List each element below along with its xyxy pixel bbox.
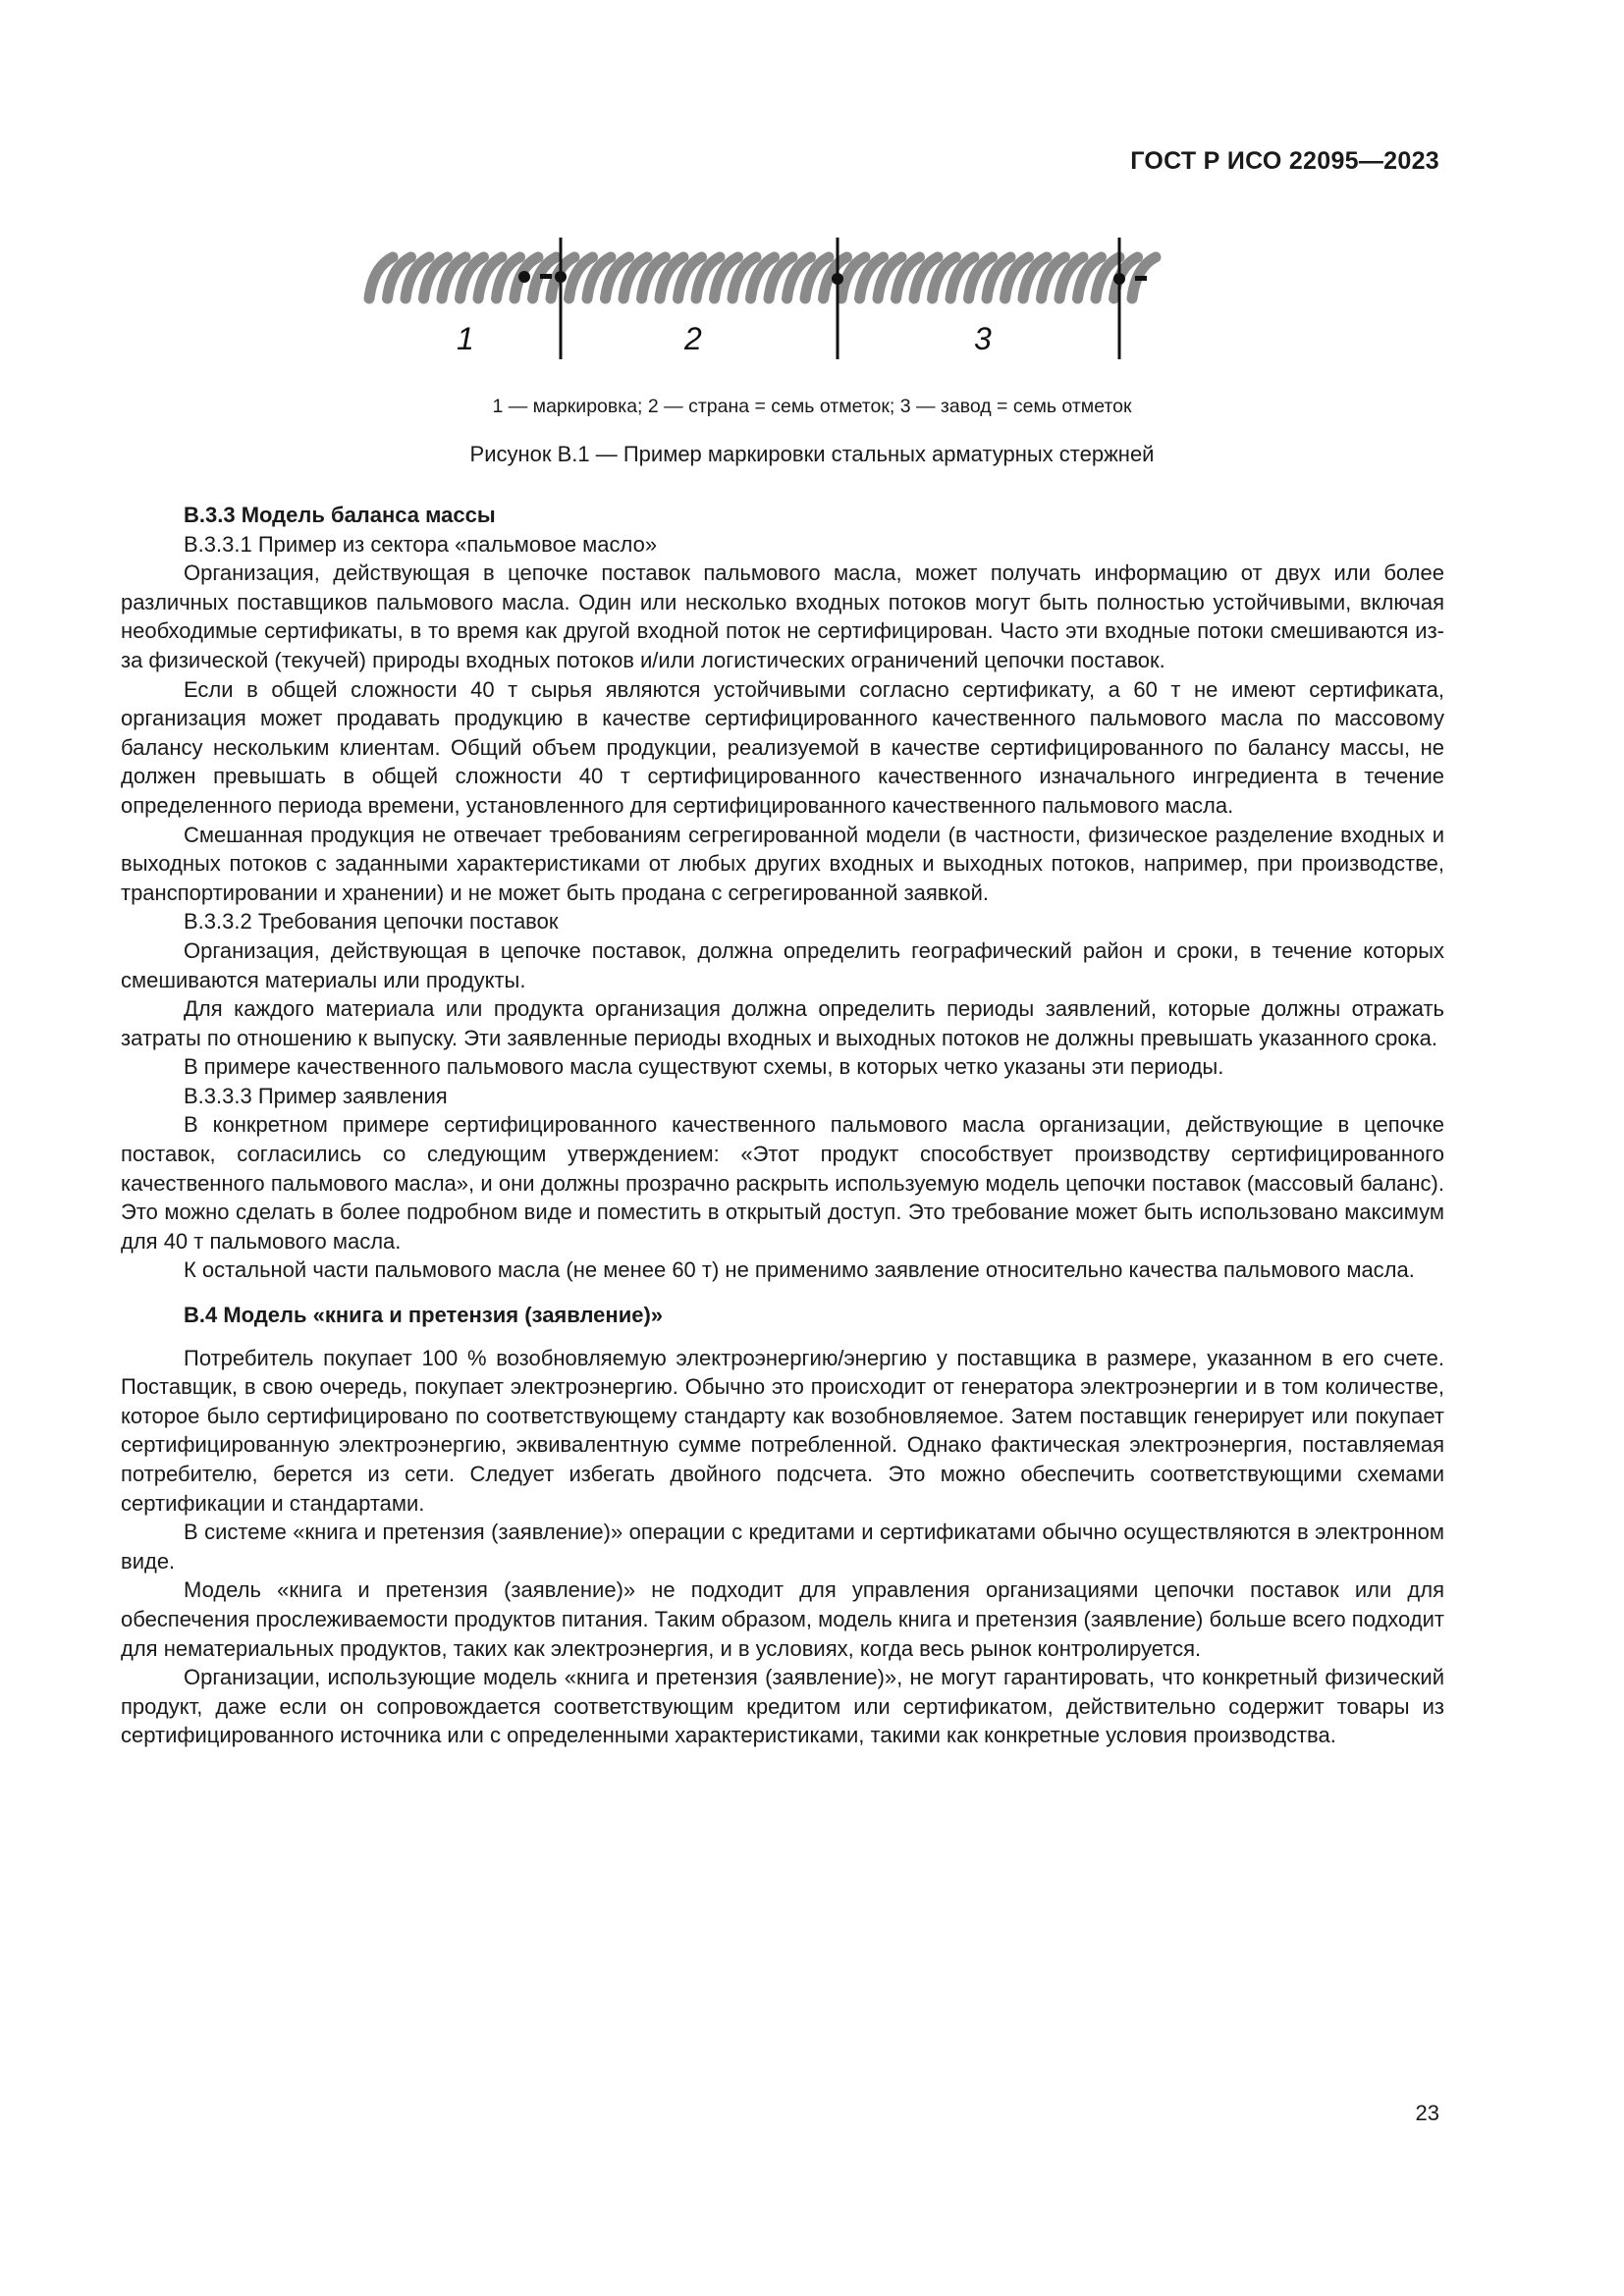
marking-dot — [555, 271, 567, 283]
section-heading-b33: В.3.3 Модель баланса массы — [184, 503, 496, 527]
rebar-ribs — [369, 257, 1156, 298]
figure-label-2: 2 — [684, 321, 702, 356]
figure-label-3: 3 — [974, 321, 992, 356]
paragraph: Потребитель покупает 100 % возобновляемую электроэнергию/энергию у поставщика в размере, указанном в его счете. Поставщик, в свою очередь, покупает электроэнергию. Обычно это происходит от генератора электроэнергии и в том количестве, которое было сертифицировано по соответствующему стандарту как возобновляемое. Затем поставщик генерирует или покупает сертифицированную электроэнергию, эквивалентную сумме потребленной. Однако фактическая электроэнергия, поставляемая потребителю, берется из сети. Следует избегать двойного подсчета. Это можно обеспечить соответствующими схемами сертификации и стандартами. — [121, 1345, 1444, 1516]
document-body — [121, 501, 1444, 1750]
paragraph: Организация, действующая в цепочке поставок пальмового масла, может получать информацию от двух или более различных поставщиков пальмового масла. Один или несколько входных потоков могут быть полностью устойчивыми, включая необходимые сертификаты, в то время как другой входной поток не сертифицирован. Часто эти входные потоки смешиваются из-за физической (текучей) природы входных потоков и/или логистических ограничений цепочки поставок. — [121, 561, 1444, 672]
paragraph: Организация, действующая в цепочке поставок, должна определить географический район и сроки, в течение которых смешиваются материалы или продукты. — [121, 937, 1444, 992]
paragraph: К остальной части пальмового масла (не менее 60 т) не применимо заявление относительно качества пальмового масла. — [184, 1257, 1415, 1283]
paragraph: Модель «книга и претензия (заявление)» не подходит для управления организациями цепочки поставок или для обеспечения прослеживаемости продуктов питания. Таким образом, модель книга и претензия (заявление) больше всего подходит для нематериальных продуктов, таких как электроэнергия, и в условиях, когда весь рынок контролируется. — [121, 1577, 1444, 1661]
marking-dash — [1135, 276, 1147, 281]
paragraph: Для каждого материала или продукта организация должна определить периоды заявлений, которые должны отражать затраты по отношению к выпуску. Эти заявленные периоды входных и выходных потоков не должны превышать указанного срока. — [121, 996, 1444, 1050]
figure-label-1: 1 — [457, 321, 474, 356]
paragraph: Если в общей сложности 40 т сырья являются устойчивыми согласно сертификату, а 60 т не имеют сертификата, организация может продавать продукцию в качестве сертифицированного качественного пальмового масла по массовому балансу нескольким клиентам. Общий объем продукции, реализуемой в качестве сертифицированного по балансу массы, не должен превышать в общей сложности 40 т сертифицированного качественного изначального ингредиента в течение определенного периода времени, установленного для сертифицированного качественного пальмового масла. — [121, 676, 1444, 818]
figure-legend: 1 — маркировка; 2 — страна = семь отметок; 3 — завод = семь отметок — [492, 396, 1132, 417]
figure-caption: Рисунок В.1 — Пример маркировки стальных арматурных стержней — [469, 442, 1155, 466]
paragraph: В примере качественного пальмового масла существуют схемы, в которых четко указаны эти периоды. — [184, 1054, 1224, 1080]
paragraph: Организации, использующие модель «книга и претензия (заявление)», не могут гарантировать, что конкретный физический продукт, даже если он сопровождается соответствующим кредитом или сертификатом, действительно содержит товары из сертифицированного источника или с определенными характеристиками, такими как конкретные условия производства. — [121, 1665, 1444, 1748]
subsection-heading-b332: В.3.3.2 Требования цепочки поставок — [184, 909, 559, 934]
subsection-heading-b331: В.3.3.1 Пример из сектора «пальмовое масло» — [184, 531, 658, 557]
page-number: 23 — [1415, 2101, 1439, 2125]
paragraph: В конкретном примере сертифицированного качественного пальмового масла организации, действующие в цепочке поставок, согласились со следующим утверждением: «Этот продукт способствует производству сертифицированного качественного пальмового масла», и они должны прозрачно раскрыть используемую модель цепочки поставок (массовый баланс). Это можно сделать в более подробном виде и поместить в открытый доступ. Это требование может быть использовано максимум для 40 т пальмового масла. — [121, 1112, 1444, 1254]
rebar-marking-figure — [363, 228, 1198, 365]
marking-dot — [518, 271, 530, 283]
paragraph: Смешанная продукция не отвечает требованиям сегрегированной модели (в частности, физическое разделение входных и выходных потоков с заданными характеристиками от любых других входных и выходных потоков, например, при производстве, транспортировании и хранении) и не может быть продана с сегрегированной заявкой. — [121, 822, 1444, 905]
marking-dash — [540, 274, 552, 279]
section-heading-b4: В.4 Модель «книга и претензия (заявление)» — [184, 1303, 664, 1328]
marking-dot — [1113, 273, 1125, 285]
marking-dot — [832, 273, 843, 285]
paragraph: В системе «книга и претензия (заявление)» операции с кредитами и сертификатами обычно осуществляются в электронном виде. — [121, 1520, 1444, 1574]
subsection-heading-b333: В.3.3.3 Пример заявления — [184, 1083, 448, 1108]
standard-code-header: ГОСТ Р ИСО 22095—2023 — [1130, 147, 1439, 175]
